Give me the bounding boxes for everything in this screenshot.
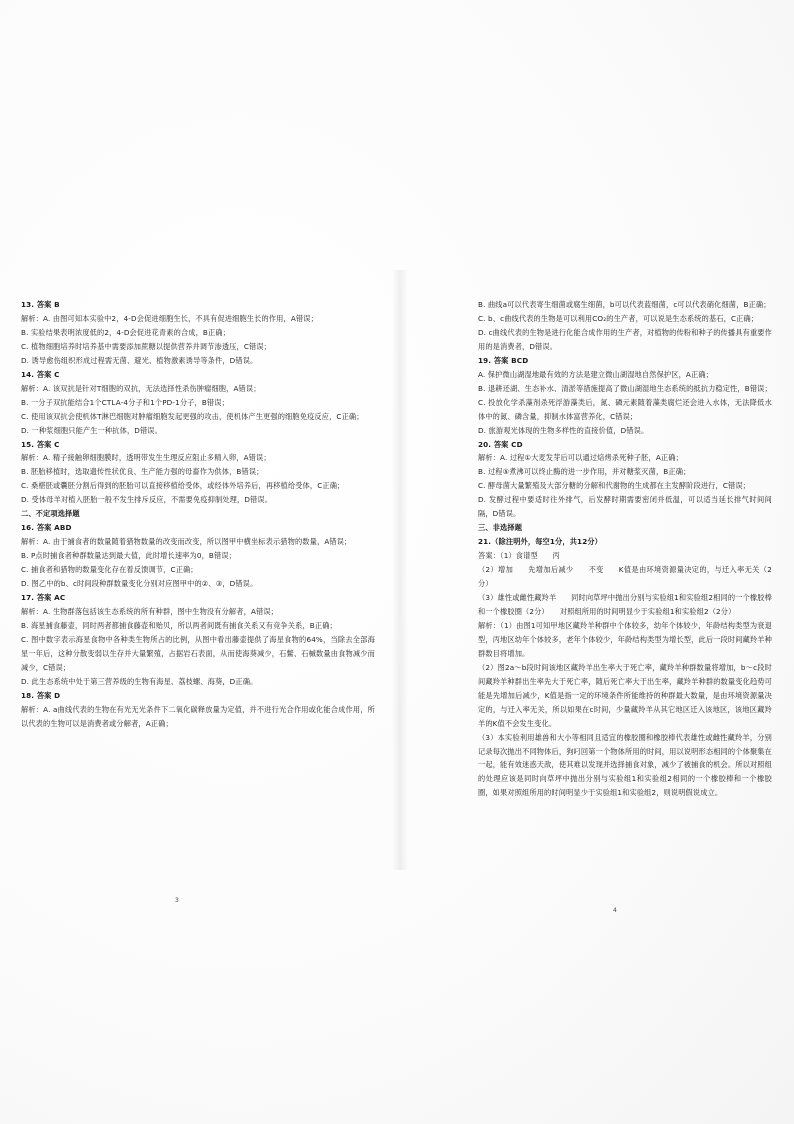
text-line: 17. 答案 AC [21, 593, 66, 603]
text-line: 解析：（1）由图1可知甲地区藏羚羊种群中个体较多，幼年个体较少，年龄结构类型为衰退型，丙地区幼年个体较多，老年个体较少，年龄结构类型为增长型，此后一段时间藏羚羊种群数目将增加。 [478, 620, 772, 658]
text-line: D. 一种浆细胞只能产生一种抗体，D错误。 [21, 425, 162, 435]
text-line: 21.（除注明外，每空1分，共12分） [478, 537, 603, 547]
text-line: B. 退耕还湖、生态补水、清淤等措施提高了微山湖湿地生态系统的抵抗力稳定性，B错误； [478, 383, 772, 393]
text-line: D. 发酵过程中要适时往外排气，后发酵时期需要密闭并低温，可以适当延长排气时间间隔，D错误。 [478, 495, 772, 519]
text-line: C. 使用该双抗会使机体T淋巴细胞对肿瘤细胞发起更强的攻击，使机体产生更强的细胞免疫反应，C正确； [21, 411, 364, 421]
text-line: C. 图中数字表示海星食物中各种类生物所占的比例，从图中看出藤壶提供了海星食物的64%，当除去全部海星一年后，这种分散变弱以生存并大量繁殖，占据岩石表面，从而使海葵减少，石鳖、石槭数量由食物减少而减少，C错误； [21, 634, 375, 672]
text-line: C. 桑椹胚或囊胚分割后得到的胚胎可以直接移植给受体，或经体外培养后，再移植给受体，C正确； [21, 481, 345, 491]
text-line: D. c曲线代表的生物是进行化能合成作用的生产者，对植物的传粉和种子的传播具有重要作用的是消费者，D错误。 [478, 327, 772, 351]
text-line: C. 植物细胞培养时培养基中需要添加蔗糖以提供营养并调节渗透压，C错误； [21, 341, 272, 351]
text-line: （2）增加 先增加后减少 不变 K值是由环境资源量决定的，与迁入率无关（2分） [478, 565, 772, 589]
text-line: B. 实验结果表明浓度低的2，4-D会促进花青素的合成，B正确； [21, 327, 231, 337]
text-line: 解析：A. a曲线代表的生物在有光无光条件下二氧化碳释放量为定值，并不进行光合作用或化能合成作用，所以代表的生物可以是消费者或分解者，A正确； [21, 704, 375, 728]
text-line: 14. 答案 C [21, 369, 60, 379]
text-line: B. 曲线a可以代表寄生细菌或腐生细菌，b可以代表蓝细菌，c可以代表硝化细菌，B正确； [478, 300, 771, 309]
text-line: 解析：A. 生物群落包括该生态系统的所有种群，图中生物没有分解者，A错误； [21, 606, 279, 616]
text-line: D. 图乙中的b、c时间段种群数量变化分别对应图甲中的②、③，D错误。 [21, 579, 258, 589]
text-line: B. 过程⑤煮沸可以终止酶的进一步作用，并对糖浆灭菌，B正确； [478, 467, 691, 477]
text-line: 解析：A. 该双抗是针对T细胞的双抗，无法选择性杀伤肿瘤细胞，A错误； [21, 383, 261, 393]
text-line: C. 酵母菌大量繁殖及大部分糖的分解和代谢物的生成都在主发酵阶段进行，C错误； [478, 481, 751, 491]
text-line: B. P点时捕食者种群数量达到最大值，此时增长速率为0，B错误； [21, 551, 237, 561]
text-line: 20. 答案 CD [478, 439, 523, 449]
text-line: C. 捕食者和猎物的数量变化存在着反馈调节，C正确； [21, 565, 198, 575]
text-line: B. 一分子双抗能结合1个CTLA-4分子和1个PD-1分子，B错误； [21, 397, 229, 407]
text-line: B. 胚胎移植时，选取遗传性状优良、生产能力强的母畜作为供体，B错误； [21, 467, 264, 477]
right-page-text [478, 298, 772, 876]
text-line: 解析：A. 由图可知本实验中2，4-D会促进细胞生长，不具有促进细胞生长的作用，A错误； [21, 313, 318, 323]
page-number-right: 4 [613, 907, 617, 914]
text-line: 解析：A. 精子接触卵细胞膜时，透明带发生生理反应阻止多精入卵，A错误； [21, 453, 271, 463]
text-line: （3）雄性或雌性藏羚羊 同时向草坪中抛出分别与实验组1和实验组2相同的一个橡胶棒和一个橡胶圈（2分） 对照组所用的时间明显少于实验组1和实验组2（2分） [478, 593, 772, 616]
text-line: C. 投放化学杀藻剂杀死浮游藻类后，氮、磷元素随着藻类腐烂还会进入水体，无法降低水体中的氮、磷含量，抑制水体富营养化，C错误； [478, 397, 772, 421]
text-line: A. 保护微山湖湿地最有效的方法是建立微山湖湿地自然保护区，A正确； [478, 369, 714, 379]
text-line: 解析：A. 由于捕食者的数量随着猎物数量的改变而改变，所以图甲中横坐标表示猎物的数量，A错误； [21, 537, 352, 547]
section-heading: 三、非选择题 [478, 523, 523, 533]
page-number-left: 3 [175, 897, 179, 904]
text-line: （2）图2a～b段时间该地区藏羚羊出生率大于死亡率，藏羚羊种群数量将增加，b～c段时间藏羚羊种群出生率先大于死亡率，随后死亡率大于出生率，藏羚羊种群的数量变化趋势可能是先增加后减少，K值是指一定的环境条件所能维持的种群最大数量，是由环境资源量决定的，与迁入率无关，所以如果在c时间，少量藏羚羊从其它地区迁入该地区，该地区藏羚羊的K值不会发生变化。 [478, 662, 772, 728]
text-line: 解析：A. 过程①大麦发芽后可以通过焙烤杀死种子胚，A正确； [478, 453, 683, 463]
text-line: D. 受体母羊对植入胚胎一般不发生排斥反应，不需要免疫抑制处理，D错误。 [21, 495, 273, 505]
text-line: （3）本实验利用雄兽和大小等相同且适宜的橡胶圈和橡胶棒代表雄性或雌性藏羚羊，分别记录每次抛出不同物体后，狗叼回第一个物体所用的时间，用以说明形态相同的个体聚集在一起，能有效迷惑天敌，使其难以发现并选择捕食对象，减少了被捕食的机会。所以对照组的处理应该是同时向草坪中抛出分别与实验组1和实验组2相同的一个橡胶棒和一个橡胶圈，如果对照组所用的时间明显少于实验组1和实验组2，则说明假说成立。 [478, 732, 772, 798]
text-line: 13. 答案 B [21, 300, 60, 309]
text-line: D. 此生态系统中处于第三营养级的生物有海星、荔枝螺、海葵，D正确。 [21, 676, 258, 686]
text-line: C. b、c曲线代表的生物是可以利用CO₂的生产者，可以说是生态系统的基石，C正确； [478, 313, 759, 323]
text-line: B. 海星捕食藤壶，同时两者都捕食藤壶和贻贝，所以两者间既有捕食关系又有竞争关系，B正确； [21, 620, 337, 630]
page-fold-gutter [392, 270, 408, 870]
text-line: D. 诱导愈伤组织形成过程需无菌、避光、植物激素诱导等条件，D错误。 [21, 355, 258, 365]
left-page-text [21, 298, 375, 876]
text-line: 18. 答案 D [21, 690, 61, 700]
text-line: 19. 答案 BCD [478, 355, 529, 365]
text-line: 答案：（1）食谱型 丙 [478, 551, 560, 561]
text-line: 16. 答案 ABD [21, 523, 72, 533]
section-heading: 二、不定项选择题 [21, 509, 80, 519]
text-line: D. 旅游观光体现的生物多样性的直接价值，D错误。 [478, 425, 649, 435]
text-line: 15. 答案 C [21, 439, 60, 449]
